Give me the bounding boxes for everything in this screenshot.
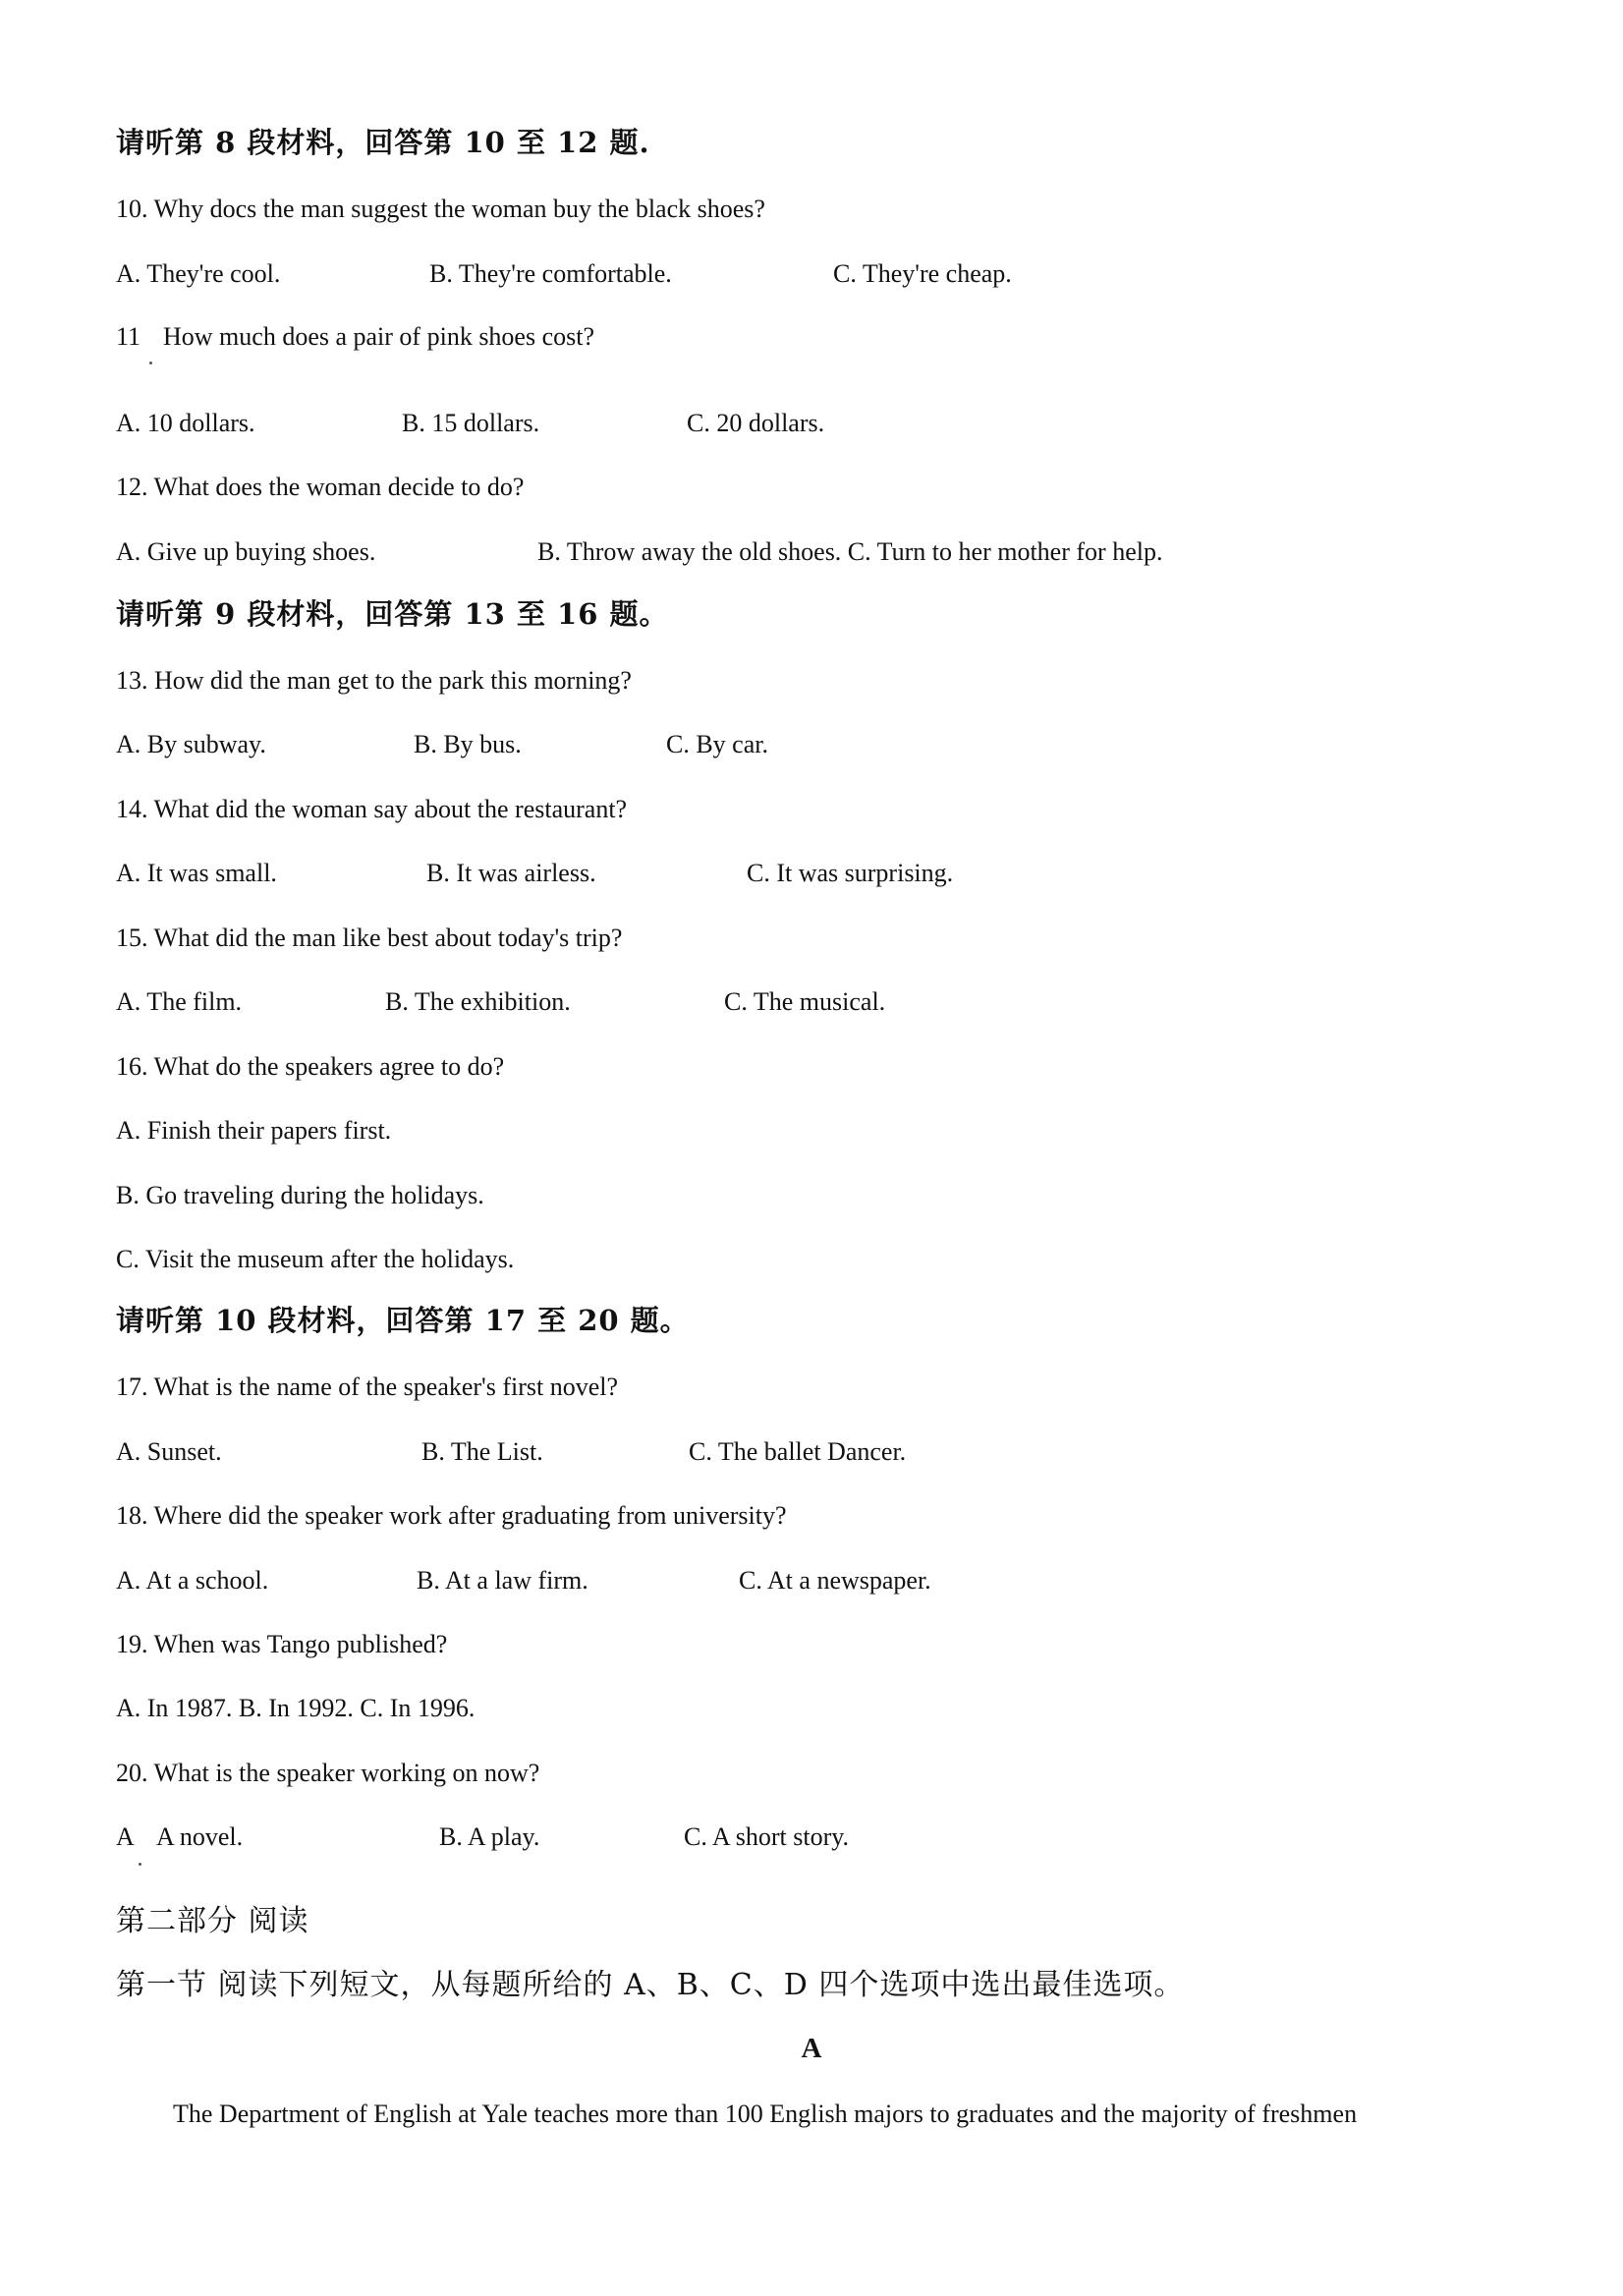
option-16b: B. Go traveling during the holidays. [116, 1181, 484, 1209]
option-18b: B. At a law firm. [417, 1566, 588, 1595]
passage-first-line: The Department of English at Yale teaches more than 100 English majors to graduates and the majority of freshmen [173, 2100, 1358, 2128]
option-16a: A. Finish their papers first. [116, 1116, 392, 1145]
option-17a: A. Sunset. [116, 1437, 222, 1466]
question-12: 12. What does the woman decide to do? [116, 473, 525, 501]
option-20c: C. A short story. [684, 1822, 850, 1851]
option-13b: B. By bus. [414, 730, 522, 758]
option-17b: B. The List. [421, 1437, 543, 1466]
option-10c: C. They're cheap. [833, 259, 1012, 288]
question-14: 14. What did the woman say about the restaurant? [116, 795, 628, 823]
question-18: 18. Where did the speaker work after graduating from university? [116, 1501, 787, 1530]
option-17c: C. The ballet Dancer. [689, 1437, 907, 1466]
question-13: 13. How did the man get to the park this morning? [116, 666, 632, 695]
option-11b: B. 15 dollars. [402, 409, 540, 437]
option-10a: A. They're cool. [116, 259, 281, 288]
section-one-instructions: 第一节 阅读下列短文，从每题所给的 A、B、C、D 四个选项中选出最佳选项。 [116, 1968, 1185, 2002]
question-11-text: How much does a pair of pink shoes cost? [163, 322, 595, 351]
question-17: 17. What is the name of the speaker's first novel? [116, 1372, 619, 1401]
option-15a: A. The film. [116, 987, 243, 1016]
question-11 [116, 320, 902, 354]
options-row-18 [116, 1564, 1098, 1597]
section-heading-8: 请听第 8 段材料，回答第 10 至 12 题. [116, 126, 650, 159]
question-15: 15. What did the man like best about today's trip? [116, 924, 623, 952]
question-16: 16. What do the speakers agree to do? [116, 1052, 505, 1081]
stray-dot [149, 362, 152, 364]
option-14b: B. It was airless. [426, 859, 596, 887]
option-14a: A. It was small. [116, 859, 277, 887]
option-20a-letter: A [116, 1822, 135, 1851]
options-row-11 [116, 407, 1098, 440]
option-18a: A. At a school. [116, 1566, 269, 1595]
part-two-title: 第二部分 阅读 [116, 1904, 309, 1938]
options-row-20 [116, 1820, 1098, 1854]
option-13c: C. By car. [666, 730, 768, 758]
option-11a: A. 10 dollars. [116, 409, 255, 437]
options-row-10 [116, 257, 1098, 291]
option-13a: A. By subway. [116, 730, 266, 758]
option-20a: A novel. [156, 1822, 244, 1851]
question-11-number: 11 [116, 322, 141, 351]
options-row-14 [116, 857, 1098, 890]
option-14c: C. It was surprising. [747, 859, 954, 887]
stray-dot [139, 1863, 141, 1866]
option-15b: B. The exhibition. [385, 987, 571, 1016]
option-20b: B. A play. [439, 1822, 540, 1851]
option-11c: C. 20 dollars. [687, 409, 825, 437]
option-12a: A. Give up buying shoes. [116, 537, 376, 566]
question-10: 10. Why docs the man suggest the woman buy the black shoes? [116, 195, 765, 223]
option-18c: C. At a newspaper. [739, 1566, 931, 1595]
options-row-19: A. In 1987. B. In 1992. C. In 1996. [116, 1694, 476, 1722]
option-16c: C. Visit the museum after the holidays. [116, 1245, 515, 1273]
options-row-13 [116, 728, 1098, 761]
question-20: 20. What is the speaker working on now? [116, 1759, 540, 1787]
options-row-12 [116, 535, 1393, 569]
option-15c: C. The musical. [724, 987, 886, 1016]
section-heading-10: 请听第 10 段材料，回答第 17 至 20 题。 [116, 1304, 690, 1337]
options-row-15 [116, 985, 1098, 1019]
options-row-17 [116, 1435, 1098, 1469]
option-10b: B. They're comfortable. [429, 259, 672, 288]
question-19: 19. When was Tango published? [116, 1630, 448, 1658]
section-heading-9: 请听第 9 段材料，回答第 13 至 16 题。 [116, 597, 669, 631]
passage-label: A [801, 2033, 822, 2064]
option-12bc: B. Throw away the old shoes. C. Turn to her mother for help. [537, 537, 1163, 566]
